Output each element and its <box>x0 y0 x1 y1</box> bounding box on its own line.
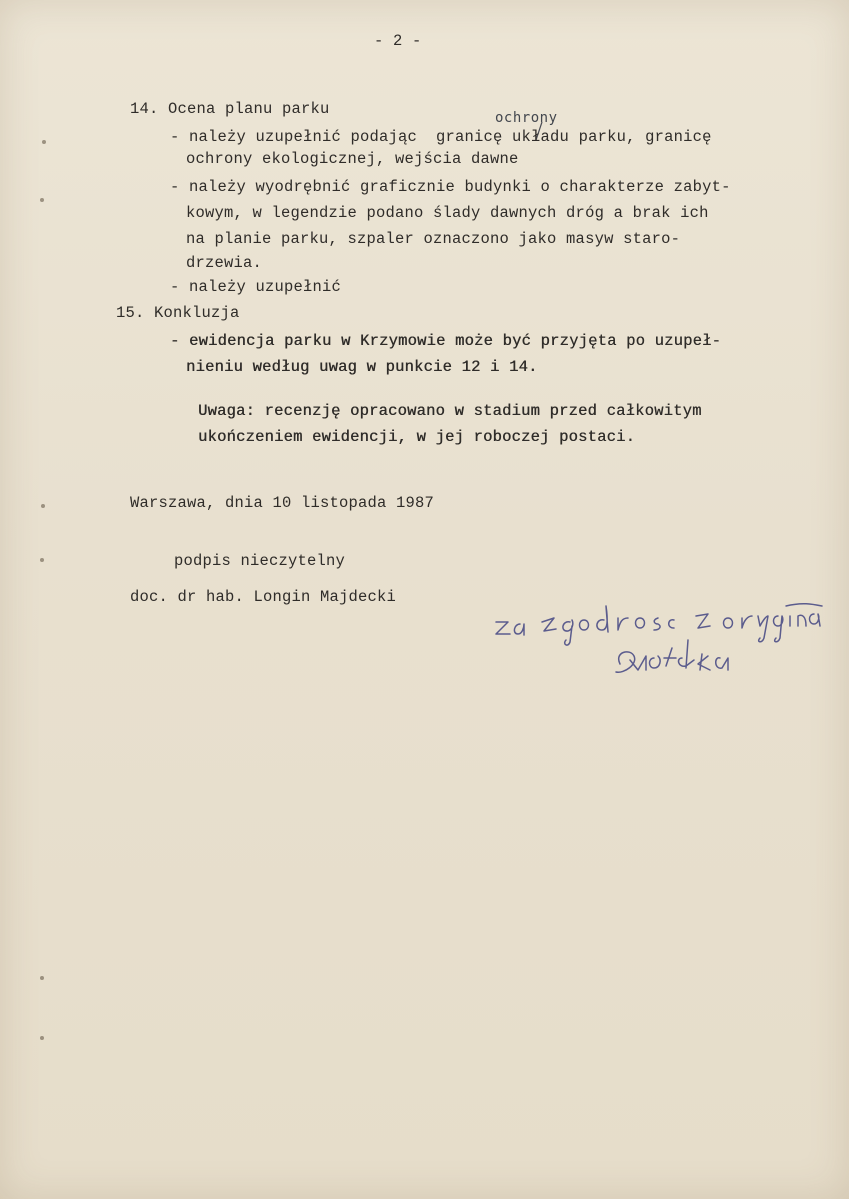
page-number: - 2 - <box>374 32 422 50</box>
section-14-line-4: kowym, w legendzie podano ślady dawnych dróg a brak ich <box>186 204 709 222</box>
binding-hole-mark <box>42 140 46 144</box>
binding-hole-mark <box>40 198 44 202</box>
section-14-line-5: na planie parku, szpaler oznaczono jako masyw staro- <box>186 230 681 248</box>
section-14-heading: 14. Ocena planu parku <box>130 100 330 118</box>
section-14-line-2: ochrony ekologicznej, wejścia dawne <box>186 150 519 168</box>
binding-hole-mark <box>40 558 44 562</box>
handwritten-insertion: ochrony <box>495 110 558 126</box>
section-15-heading: 15. Konkluzja <box>116 304 240 322</box>
section-15-line-2: nieniu według uwag w punkcie 12 i 14. <box>186 358 538 376</box>
section-15-line-1: - ewidencja parku w Krzymowie może być przyjęta po uzupeł- <box>170 332 722 350</box>
place-date: Warszawa, dnia 10 listopada 1987 <box>130 494 435 512</box>
handwritten-certification <box>488 598 824 678</box>
binding-hole-mark <box>40 1036 44 1040</box>
note-line-2: ukończeniem ewidencji, w jej roboczej postaci. <box>198 428 636 446</box>
section-14-line-1: - należy uzupełnić podając granicę układu parku, granicę <box>170 128 712 146</box>
section-14-line-6: drzewia. <box>186 254 263 272</box>
note-line-1: Uwaga: recenzję opracowano w stadium przed całkowitym <box>198 402 702 420</box>
signature-note: podpis nieczytelny <box>174 552 346 570</box>
section-14-line-3: - należy wyodrębnić graficznie budynki o charakterze zabyt- <box>170 178 731 196</box>
section-14-line-7: - należy uzupełnić <box>170 278 342 296</box>
binding-hole-mark <box>40 976 44 980</box>
signatory: doc. dr hab. Longin Majdecki <box>130 588 397 606</box>
binding-hole-mark <box>41 504 45 508</box>
